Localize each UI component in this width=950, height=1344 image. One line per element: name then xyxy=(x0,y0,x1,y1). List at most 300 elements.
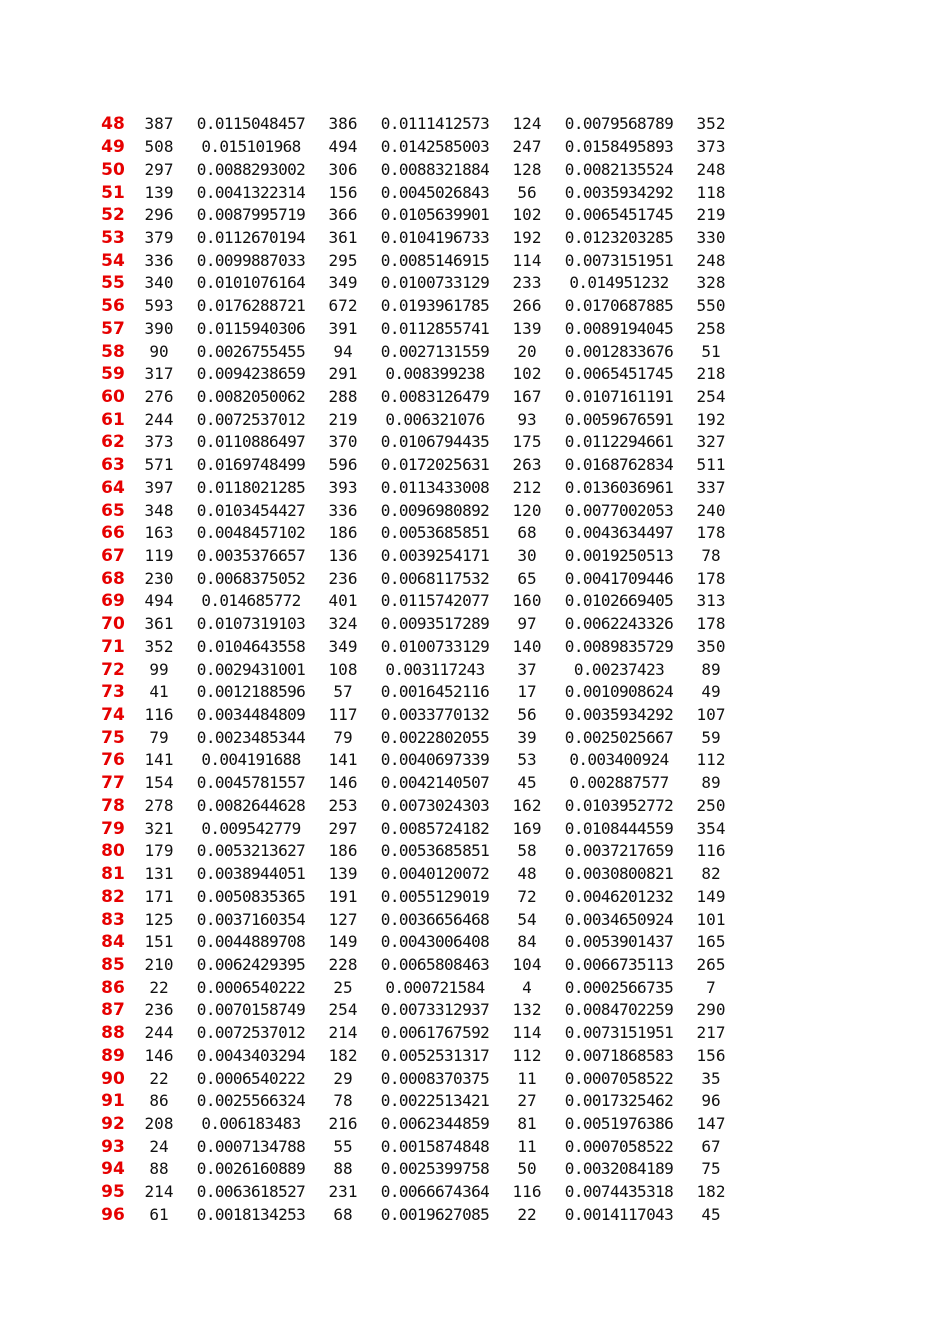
ratio-a-cell: 0.0082644628 xyxy=(196,795,306,815)
row-number: 51 xyxy=(101,182,125,203)
table-row xyxy=(90,1067,734,1090)
count-b-cell: 146 xyxy=(328,773,358,793)
ratio-b-cell: 0.0106794435 xyxy=(380,432,490,452)
count-a-cell: 171 xyxy=(144,886,174,906)
table-row xyxy=(90,1204,734,1227)
ratio-c-cell: 0.0102669405 xyxy=(564,591,674,611)
ratio-c-cell: 0.0053901437 xyxy=(564,932,674,952)
ratio-a-cell: 0.0104643558 xyxy=(196,636,306,656)
row-number: 65 xyxy=(101,500,125,521)
count-d-cell: 290 xyxy=(696,1000,726,1020)
count-b-cell: 596 xyxy=(328,455,358,475)
ratio-a-cell: 0.0006540222 xyxy=(196,977,306,997)
ratio-b-cell: 0.0039254171 xyxy=(380,546,490,566)
ratio-b-cell: 0.0142585003 xyxy=(380,137,490,157)
row-number: 62 xyxy=(101,432,125,453)
count-a-cell: 208 xyxy=(144,1113,174,1133)
row-number: 71 xyxy=(101,636,125,657)
count-b-cell: 236 xyxy=(328,568,358,588)
count-c-cell: 128 xyxy=(512,159,542,179)
row-number: 96 xyxy=(101,1204,125,1225)
ratio-b-cell: 0.0019627085 xyxy=(380,1204,490,1224)
row-number: 49 xyxy=(101,137,125,158)
count-d-cell: 82 xyxy=(701,864,721,884)
count-c-cell: 140 xyxy=(512,636,542,656)
count-c-cell: 53 xyxy=(517,750,537,770)
ratio-c-cell: 0.0043634497 xyxy=(564,523,674,543)
count-c-cell: 102 xyxy=(512,205,542,225)
ratio-b-cell: 0.0055129019 xyxy=(380,886,490,906)
count-a-cell: 24 xyxy=(149,1136,169,1156)
count-d-cell: 192 xyxy=(696,409,726,429)
count-d-cell: 328 xyxy=(696,273,726,293)
count-c-cell: 39 xyxy=(517,727,537,747)
ratio-c-cell: 0.0103952772 xyxy=(564,795,674,815)
count-b-cell: 228 xyxy=(328,954,358,974)
ratio-c-cell: 0.0010908624 xyxy=(564,682,674,702)
count-a-cell: 317 xyxy=(144,364,174,384)
count-a-cell: 139 xyxy=(144,182,174,202)
count-c-cell: 114 xyxy=(512,1023,542,1043)
row-number: 87 xyxy=(101,1000,125,1021)
count-d-cell: 337 xyxy=(696,477,726,497)
ratio-b-cell: 0.0062344859 xyxy=(380,1113,490,1133)
ratio-b-cell: 0.0065808463 xyxy=(380,954,490,974)
count-b-cell: 68 xyxy=(333,1204,353,1224)
table-row xyxy=(90,1113,734,1136)
ratio-b-cell: 0.006321076 xyxy=(385,409,485,429)
count-d-cell: 96 xyxy=(701,1091,721,1111)
count-c-cell: 58 xyxy=(517,841,537,861)
count-d-cell: 250 xyxy=(696,795,726,815)
count-d-cell: 51 xyxy=(701,341,721,361)
table-row xyxy=(90,477,734,500)
ratio-c-cell: 0.0158495893 xyxy=(564,137,674,157)
row-number: 75 xyxy=(101,727,125,748)
ratio-c-cell: 0.0077002053 xyxy=(564,500,674,520)
table-row xyxy=(90,408,734,431)
ratio-a-cell: 0.0099887033 xyxy=(196,250,306,270)
count-a-cell: 99 xyxy=(149,659,169,679)
table-row xyxy=(90,522,734,545)
ratio-b-cell: 0.0193961785 xyxy=(380,296,490,316)
table-row xyxy=(90,272,734,295)
count-d-cell: 327 xyxy=(696,432,726,452)
ratio-b-cell: 0.0113433008 xyxy=(380,477,490,497)
count-a-cell: 387 xyxy=(144,114,174,134)
count-d-cell: 178 xyxy=(696,614,726,634)
count-a-cell: 22 xyxy=(149,1068,169,1088)
count-d-cell: 116 xyxy=(696,841,726,861)
table-row xyxy=(90,749,734,772)
count-c-cell: 50 xyxy=(517,1159,537,1179)
count-a-cell: 119 xyxy=(144,546,174,566)
ratio-a-cell: 0.0112670194 xyxy=(196,227,306,247)
count-c-cell: 212 xyxy=(512,477,542,497)
ratio-b-cell: 0.0104196733 xyxy=(380,227,490,247)
count-c-cell: 139 xyxy=(512,318,542,338)
ratio-c-cell: 0.0073151951 xyxy=(564,250,674,270)
count-b-cell: 156 xyxy=(328,182,358,202)
row-number: 56 xyxy=(101,296,125,317)
count-d-cell: 45 xyxy=(701,1204,721,1224)
count-b-cell: 297 xyxy=(328,818,358,838)
table-row xyxy=(90,158,734,181)
table-row xyxy=(90,136,734,159)
count-b-cell: 391 xyxy=(328,318,358,338)
count-a-cell: 88 xyxy=(149,1159,169,1179)
table-row xyxy=(90,885,734,908)
table-row xyxy=(90,295,734,318)
row-number: 59 xyxy=(101,364,125,385)
count-a-cell: 336 xyxy=(144,250,174,270)
ratio-c-cell: 0.0059676591 xyxy=(564,409,674,429)
count-a-cell: 348 xyxy=(144,500,174,520)
count-d-cell: 258 xyxy=(696,318,726,338)
row-number: 81 xyxy=(101,864,125,885)
row-number: 55 xyxy=(101,273,125,294)
count-b-cell: 79 xyxy=(333,727,353,747)
ratio-b-cell: 0.0043006408 xyxy=(380,932,490,952)
table-row xyxy=(90,658,734,681)
table-row xyxy=(90,590,734,613)
count-a-cell: 86 xyxy=(149,1091,169,1111)
count-d-cell: 178 xyxy=(696,523,726,543)
row-number: 74 xyxy=(101,705,125,726)
ratio-c-cell: 0.0107161191 xyxy=(564,386,674,406)
ratio-a-cell: 0.0037160354 xyxy=(196,909,306,929)
row-number: 77 xyxy=(101,773,125,794)
ratio-a-cell: 0.0038944051 xyxy=(196,864,306,884)
count-b-cell: 361 xyxy=(328,227,358,247)
count-a-cell: 373 xyxy=(144,432,174,452)
ratio-c-cell: 0.00237423 xyxy=(573,659,665,679)
count-c-cell: 56 xyxy=(517,182,537,202)
ratio-b-cell: 0.0111412573 xyxy=(380,114,490,134)
count-d-cell: 218 xyxy=(696,364,726,384)
row-number: 67 xyxy=(101,546,125,567)
table-row xyxy=(90,795,734,818)
ratio-c-cell: 0.0035934292 xyxy=(564,705,674,725)
count-a-cell: 276 xyxy=(144,386,174,406)
ratio-b-cell: 0.0053685851 xyxy=(380,523,490,543)
ratio-c-cell: 0.0062243326 xyxy=(564,614,674,634)
ratio-b-cell: 0.0085724182 xyxy=(380,818,490,838)
count-c-cell: 160 xyxy=(512,591,542,611)
ratio-b-cell: 0.0085146915 xyxy=(380,250,490,270)
ratio-a-cell: 0.014685772 xyxy=(201,591,301,611)
count-a-cell: 141 xyxy=(144,750,174,770)
table-body xyxy=(90,113,734,1226)
row-number: 72 xyxy=(101,659,125,680)
ratio-c-cell: 0.0025025667 xyxy=(564,727,674,747)
count-b-cell: 401 xyxy=(328,591,358,611)
count-a-cell: 297 xyxy=(144,159,174,179)
ratio-a-cell: 0.0053213627 xyxy=(196,841,306,861)
count-c-cell: 167 xyxy=(512,386,542,406)
ratio-b-cell: 0.0105639901 xyxy=(380,205,490,225)
ratio-a-cell: 0.0035376657 xyxy=(196,546,306,566)
table-row xyxy=(90,976,734,999)
ratio-c-cell: 0.0112294661 xyxy=(564,432,674,452)
ratio-a-cell: 0.0050835365 xyxy=(196,886,306,906)
count-c-cell: 11 xyxy=(517,1136,537,1156)
count-b-cell: 306 xyxy=(328,159,358,179)
count-c-cell: 54 xyxy=(517,909,537,929)
ratio-a-cell: 0.0029431001 xyxy=(196,659,306,679)
count-b-cell: 117 xyxy=(328,705,358,725)
table-row xyxy=(90,567,734,590)
count-b-cell: 324 xyxy=(328,614,358,634)
count-c-cell: 72 xyxy=(517,886,537,906)
ratio-c-cell: 0.0168762834 xyxy=(564,455,674,475)
count-a-cell: 352 xyxy=(144,636,174,656)
count-a-cell: 22 xyxy=(149,977,169,997)
count-c-cell: 175 xyxy=(512,432,542,452)
count-d-cell: 49 xyxy=(701,682,721,702)
ratio-c-cell: 0.0035934292 xyxy=(564,182,674,202)
ratio-c-cell: 0.0051976386 xyxy=(564,1113,674,1133)
count-c-cell: 65 xyxy=(517,568,537,588)
table-row xyxy=(90,317,734,340)
ratio-b-cell: 0.0045026843 xyxy=(380,182,490,202)
row-number: 93 xyxy=(101,1136,125,1157)
count-a-cell: 340 xyxy=(144,273,174,293)
ratio-b-cell: 0.0073312937 xyxy=(380,1000,490,1020)
table-row xyxy=(90,636,734,659)
row-number: 76 xyxy=(101,750,125,771)
count-a-cell: 244 xyxy=(144,409,174,429)
table-row xyxy=(90,704,734,727)
ratio-b-cell: 0.0100733129 xyxy=(380,636,490,656)
count-d-cell: 550 xyxy=(696,296,726,316)
count-d-cell: 511 xyxy=(696,455,726,475)
ratio-c-cell: 0.0014117043 xyxy=(564,1204,674,1224)
count-a-cell: 116 xyxy=(144,705,174,725)
count-a-cell: 210 xyxy=(144,954,174,974)
count-d-cell: 352 xyxy=(696,114,726,134)
ratio-a-cell: 0.0101076164 xyxy=(196,273,306,293)
count-a-cell: 244 xyxy=(144,1023,174,1043)
count-c-cell: 11 xyxy=(517,1068,537,1088)
table-row xyxy=(90,1022,734,1045)
row-number: 82 xyxy=(101,886,125,907)
ratio-a-cell: 0.0007134788 xyxy=(196,1136,306,1156)
ratio-c-cell: 0.0007058522 xyxy=(564,1136,674,1156)
table-row xyxy=(90,772,734,795)
table-row xyxy=(90,908,734,931)
count-b-cell: 136 xyxy=(328,546,358,566)
ratio-a-cell: 0.0006540222 xyxy=(196,1068,306,1088)
count-b-cell: 139 xyxy=(328,864,358,884)
count-b-cell: 349 xyxy=(328,636,358,656)
count-d-cell: 248 xyxy=(696,159,726,179)
ratio-b-cell: 0.0033770132 xyxy=(380,705,490,725)
row-number: 50 xyxy=(101,159,125,180)
ratio-a-cell: 0.0094238659 xyxy=(196,364,306,384)
ratio-c-cell: 0.0019250513 xyxy=(564,546,674,566)
count-b-cell: 127 xyxy=(328,909,358,929)
count-b-cell: 55 xyxy=(333,1136,353,1156)
ratio-a-cell: 0.0012188596 xyxy=(196,682,306,702)
count-c-cell: 104 xyxy=(512,954,542,974)
count-b-cell: 182 xyxy=(328,1045,358,1065)
ratio-c-cell: 0.0089194045 xyxy=(564,318,674,338)
count-d-cell: 178 xyxy=(696,568,726,588)
table-row xyxy=(90,499,734,522)
count-d-cell: 156 xyxy=(696,1045,726,1065)
count-c-cell: 20 xyxy=(517,341,537,361)
count-c-cell: 263 xyxy=(512,455,542,475)
count-d-cell: 107 xyxy=(696,705,726,725)
count-c-cell: 114 xyxy=(512,250,542,270)
ratio-c-cell: 0.0108444559 xyxy=(564,818,674,838)
ratio-c-cell: 0.0082135524 xyxy=(564,159,674,179)
count-a-cell: 230 xyxy=(144,568,174,588)
ratio-b-cell: 0.0025399758 xyxy=(380,1159,490,1179)
table-row xyxy=(90,840,734,863)
count-b-cell: 349 xyxy=(328,273,358,293)
count-d-cell: 112 xyxy=(696,750,726,770)
data-table xyxy=(90,113,734,1226)
ratio-c-cell: 0.0002566735 xyxy=(564,977,674,997)
count-d-cell: 7 xyxy=(706,977,716,997)
count-c-cell: 56 xyxy=(517,705,537,725)
count-a-cell: 296 xyxy=(144,205,174,225)
table-row xyxy=(90,613,734,636)
count-a-cell: 593 xyxy=(144,296,174,316)
table-row xyxy=(90,817,734,840)
table-row xyxy=(90,1090,734,1113)
count-d-cell: 89 xyxy=(701,659,721,679)
ratio-b-cell: 0.0073024303 xyxy=(380,795,490,815)
ratio-a-cell: 0.006183483 xyxy=(201,1113,301,1133)
count-a-cell: 379 xyxy=(144,227,174,247)
count-d-cell: 35 xyxy=(701,1068,721,1088)
ratio-c-cell: 0.0084702259 xyxy=(564,1000,674,1020)
count-a-cell: 214 xyxy=(144,1182,174,1202)
ratio-a-cell: 0.0034484809 xyxy=(196,705,306,725)
ratio-c-cell: 0.002887577 xyxy=(569,773,669,793)
ratio-b-cell: 0.0052531317 xyxy=(380,1045,490,1065)
ratio-b-cell: 0.0040120072 xyxy=(380,864,490,884)
count-b-cell: 219 xyxy=(328,409,358,429)
ratio-a-cell: 0.0107319103 xyxy=(196,614,306,634)
ratio-b-cell: 0.000721584 xyxy=(385,977,485,997)
count-b-cell: 29 xyxy=(333,1068,353,1088)
count-b-cell: 214 xyxy=(328,1023,358,1043)
count-c-cell: 81 xyxy=(517,1113,537,1133)
count-b-cell: 94 xyxy=(333,341,353,361)
count-b-cell: 25 xyxy=(333,977,353,997)
ratio-b-cell: 0.0022802055 xyxy=(380,727,490,747)
ratio-c-cell: 0.0071868583 xyxy=(564,1045,674,1065)
row-number: 79 xyxy=(101,818,125,839)
ratio-a-cell: 0.0041322314 xyxy=(196,182,306,202)
row-number: 58 xyxy=(101,341,125,362)
ratio-c-cell: 0.0046201232 xyxy=(564,886,674,906)
row-number: 52 xyxy=(101,205,125,226)
table-row xyxy=(90,249,734,272)
row-number: 48 xyxy=(101,114,125,135)
count-a-cell: 154 xyxy=(144,773,174,793)
count-b-cell: 253 xyxy=(328,795,358,815)
count-a-cell: 131 xyxy=(144,864,174,884)
count-b-cell: 216 xyxy=(328,1113,358,1133)
row-number: 53 xyxy=(101,227,125,248)
table-row xyxy=(90,545,734,568)
row-number: 94 xyxy=(101,1159,125,1180)
ratio-a-cell: 0.0018134253 xyxy=(196,1204,306,1224)
row-number: 57 xyxy=(101,318,125,339)
table-row xyxy=(90,1135,734,1158)
count-a-cell: 361 xyxy=(144,614,174,634)
count-b-cell: 288 xyxy=(328,386,358,406)
count-d-cell: 219 xyxy=(696,205,726,225)
ratio-a-cell: 0.009542779 xyxy=(201,818,301,838)
ratio-b-cell: 0.0115742077 xyxy=(380,591,490,611)
count-a-cell: 278 xyxy=(144,795,174,815)
count-b-cell: 295 xyxy=(328,250,358,270)
count-a-cell: 179 xyxy=(144,841,174,861)
ratio-b-cell: 0.0068117532 xyxy=(380,568,490,588)
ratio-c-cell: 0.0034650924 xyxy=(564,909,674,929)
count-c-cell: 48 xyxy=(517,864,537,884)
row-number: 63 xyxy=(101,455,125,476)
count-a-cell: 41 xyxy=(149,682,169,702)
count-b-cell: 336 xyxy=(328,500,358,520)
ratio-b-cell: 0.0100733129 xyxy=(380,273,490,293)
count-b-cell: 494 xyxy=(328,137,358,157)
ratio-b-cell: 0.0083126479 xyxy=(380,386,490,406)
table-row xyxy=(90,1044,734,1067)
row-number: 69 xyxy=(101,591,125,612)
ratio-c-cell: 0.0041709446 xyxy=(564,568,674,588)
ratio-b-cell: 0.0022513421 xyxy=(380,1091,490,1111)
table-row xyxy=(90,181,734,204)
row-number: 84 xyxy=(101,932,125,953)
ratio-c-cell: 0.0066735113 xyxy=(564,954,674,974)
ratio-c-cell: 0.003400924 xyxy=(569,750,669,770)
count-b-cell: 370 xyxy=(328,432,358,452)
ratio-b-cell: 0.0027131559 xyxy=(380,341,490,361)
ratio-b-cell: 0.0008370375 xyxy=(380,1068,490,1088)
ratio-a-cell: 0.0072537012 xyxy=(196,409,306,429)
row-number: 80 xyxy=(101,841,125,862)
ratio-b-cell: 0.0088321884 xyxy=(380,159,490,179)
ratio-b-cell: 0.0093517289 xyxy=(380,614,490,634)
ratio-b-cell: 0.0172025631 xyxy=(380,455,490,475)
count-c-cell: 120 xyxy=(512,500,542,520)
count-c-cell: 37 xyxy=(517,659,537,679)
ratio-b-cell: 0.0015874848 xyxy=(380,1136,490,1156)
count-b-cell: 108 xyxy=(328,659,358,679)
count-a-cell: 163 xyxy=(144,523,174,543)
count-d-cell: 254 xyxy=(696,386,726,406)
count-b-cell: 254 xyxy=(328,1000,358,1020)
ratio-b-cell: 0.0036656468 xyxy=(380,909,490,929)
count-c-cell: 27 xyxy=(517,1091,537,1111)
ratio-c-cell: 0.0030800821 xyxy=(564,864,674,884)
table-row xyxy=(90,999,734,1022)
ratio-a-cell: 0.0070158749 xyxy=(196,1000,306,1020)
row-number: 88 xyxy=(101,1023,125,1044)
table-row xyxy=(90,726,734,749)
ratio-b-cell: 0.0040697339 xyxy=(380,750,490,770)
count-c-cell: 192 xyxy=(512,227,542,247)
count-d-cell: 165 xyxy=(696,932,726,952)
ratio-b-cell: 0.0042140507 xyxy=(380,773,490,793)
